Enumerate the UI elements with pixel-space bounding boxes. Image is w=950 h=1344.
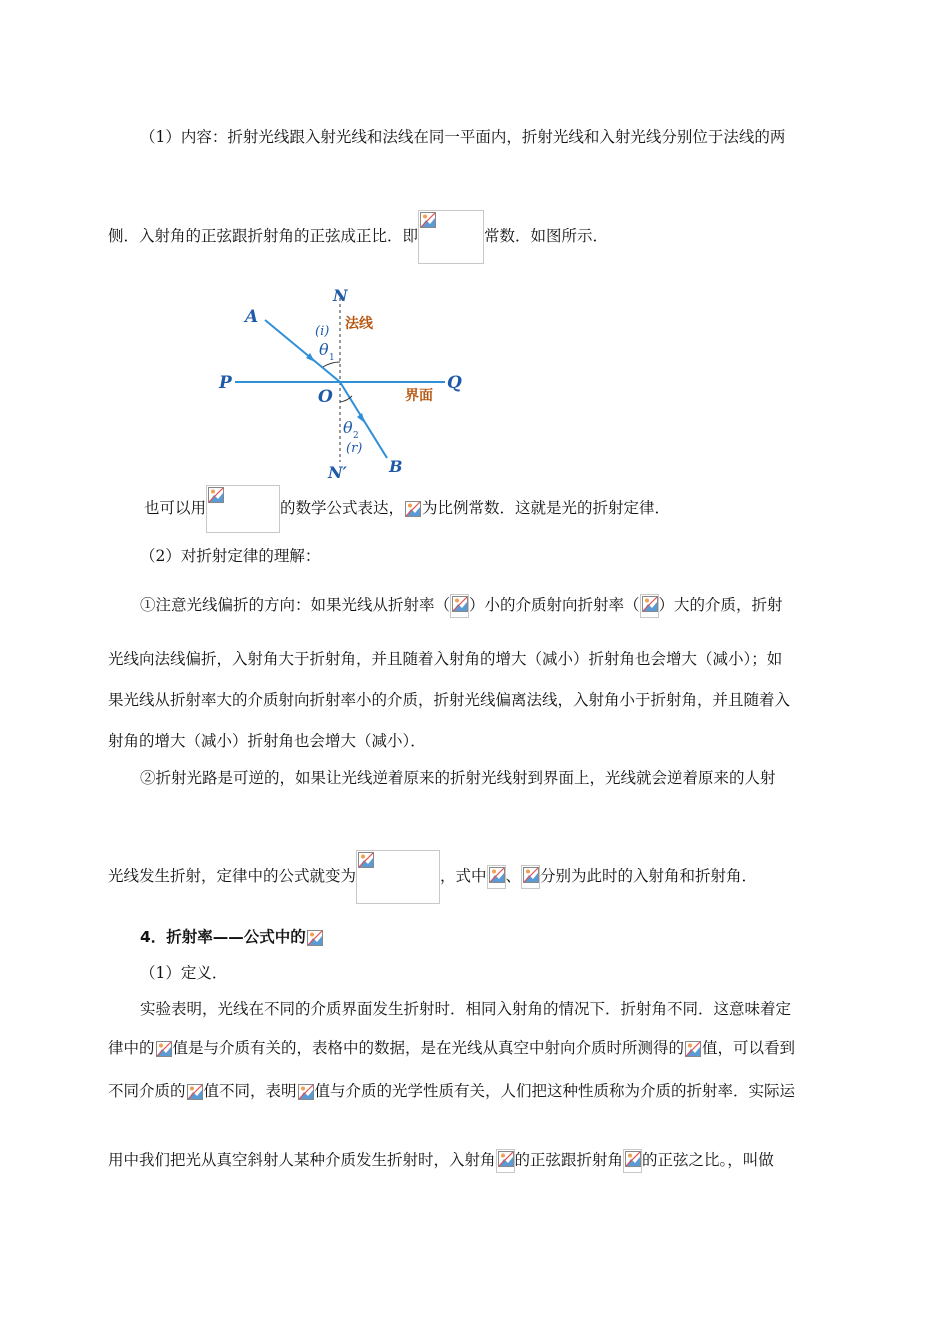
paragraph-line — [108, 1037, 848, 1059]
formula-image — [496, 1149, 515, 1173]
paragraph-sine-ratio — [108, 208, 848, 264]
formula-image — [684, 1040, 702, 1058]
label-interface: 界面 — [405, 388, 433, 404]
broken-image-icon — [685, 1041, 701, 1057]
broken-image-icon — [489, 867, 505, 883]
broken-image-icon — [642, 596, 658, 612]
text: 值与介质的光学性质有关，人们把这种性质称为介质的折射率．实际运 — [314, 1082, 796, 1100]
text: （1）定义． — [140, 964, 228, 982]
refraction-diagram — [215, 280, 475, 480]
paragraph-understanding-heading — [140, 545, 848, 567]
text: 果光线从折射率大的介质射向折射率小的介质，折射光线偏离法线，入射角小于折射角，并且随着入 — [108, 691, 791, 709]
paragraph-formula-expression — [144, 484, 884, 532]
broken-image-icon — [523, 867, 539, 883]
paragraph-line — [108, 689, 848, 711]
broken-image-icon — [156, 1041, 172, 1057]
paragraph-definition-heading — [140, 962, 848, 984]
text: 4．折射率——公式中的 — [140, 928, 306, 946]
formula-image — [155, 1040, 173, 1058]
paragraph-line — [108, 1080, 848, 1102]
text: ，式中 — [440, 867, 487, 885]
text: 、 — [505, 867, 522, 885]
label-theta2: θ — [343, 418, 353, 437]
text: 侧．入射角的正弦跟折射角的正弦成正比．即 — [108, 227, 419, 245]
paragraph-experiment — [140, 998, 848, 1020]
broken-image-icon — [405, 501, 421, 517]
broken-image-icon — [625, 1151, 641, 1167]
label-theta1: θ — [319, 340, 329, 359]
formula-image — [404, 500, 422, 518]
text: ）大的介质，折射 — [658, 596, 783, 614]
label-theta2-sub: 2 — [353, 431, 359, 441]
formula-image — [450, 594, 469, 618]
label-P: P — [219, 373, 232, 393]
paragraph-line — [108, 648, 848, 670]
label-B: B — [389, 457, 403, 476]
paragraph-reversed-formula — [108, 848, 848, 904]
text: 为比例常数．这就是光的折射定律． — [422, 499, 671, 517]
broken-image-icon — [298, 1084, 314, 1100]
text: 用中我们把光从真空斜射人某种介质发生折射时，入射角 — [108, 1151, 496, 1169]
text: 光线发生折射，定律中的公式就变为 — [108, 867, 357, 885]
formula-image — [306, 929, 324, 947]
paragraph-deflection — [140, 592, 848, 618]
paragraph-line — [108, 730, 848, 752]
text: 射角的增大（减小）折射角也会增大（减小）． — [108, 732, 426, 750]
label-Q: Q — [447, 373, 462, 393]
label-N: N — [333, 286, 348, 305]
text: ①注意光线偏折的方向：如果光线从折射率（ — [140, 596, 451, 614]
text: 光线向法线偏折，入射角大于折射角，并且随着入射角的增大（减小）折射角也会增大（减小）；如 — [108, 650, 783, 668]
formula-image — [521, 865, 540, 889]
broken-image-icon — [498, 1151, 514, 1167]
text: （2）对折射定律的理解： — [140, 547, 321, 565]
label-N-prime: N′ — [328, 463, 347, 480]
formula-image — [186, 1083, 204, 1101]
paragraph-line — [108, 1146, 848, 1174]
text: 的正弦之比。，叫做 — [642, 1151, 774, 1169]
broken-image-icon — [307, 930, 323, 946]
text: ）小的介质射向折射率（ — [469, 596, 640, 614]
label-theta1-sub: 1 — [329, 353, 335, 363]
formula-image — [297, 1083, 315, 1101]
text: 不同介质的 — [108, 1082, 186, 1100]
broken-image-icon — [208, 487, 224, 503]
formula-image — [206, 485, 280, 533]
formula-image — [487, 865, 506, 889]
formula-image — [418, 210, 484, 264]
text: 的数学公式表达， — [280, 499, 405, 517]
text: （1）内容：折射光线跟入射光线和法线在同一平面内，折射光线和入射光线分别位于法线的两 — [140, 128, 786, 146]
paragraph-reversible — [140, 767, 848, 789]
label-O: O — [318, 387, 333, 407]
section-heading — [140, 926, 848, 948]
arrow-icon — [357, 413, 365, 423]
text: 常数．如图所示． — [484, 227, 609, 245]
broken-image-icon — [452, 596, 468, 612]
text: 律中的 — [108, 1039, 155, 1057]
broken-image-icon — [187, 1084, 203, 1100]
text: 值不同，表明 — [203, 1082, 297, 1100]
text: 值是与介质有关的，表格中的数据，是在光线从真空中射向介质时所测得的 — [172, 1039, 685, 1057]
formula-image — [640, 594, 659, 618]
text: 的正弦跟折射角 — [514, 1151, 624, 1169]
broken-image-icon — [420, 212, 436, 228]
text: 分别为此时的入射角和折射角． — [540, 867, 758, 885]
formula-image — [356, 850, 440, 904]
label-normal: 法线 — [345, 316, 373, 332]
label-r: (r) — [346, 441, 363, 456]
label-i: (i) — [315, 324, 330, 339]
paragraph-content — [140, 126, 848, 148]
text: ②折射光路是可逆的，如果让光线逆着原来的折射光线射到界面上，光线就会逆着原来的人射 — [140, 769, 776, 787]
text: 实验表明，光线在不同的介质界面发生折射时．相同入射角的情况下．折射角不同．这意味着定 — [140, 1000, 792, 1018]
text: 值，可以看到 — [702, 1039, 796, 1057]
formula-image — [623, 1149, 642, 1173]
label-A: A — [245, 307, 259, 327]
broken-image-icon — [358, 852, 374, 868]
text: 也可以用 — [144, 499, 207, 517]
